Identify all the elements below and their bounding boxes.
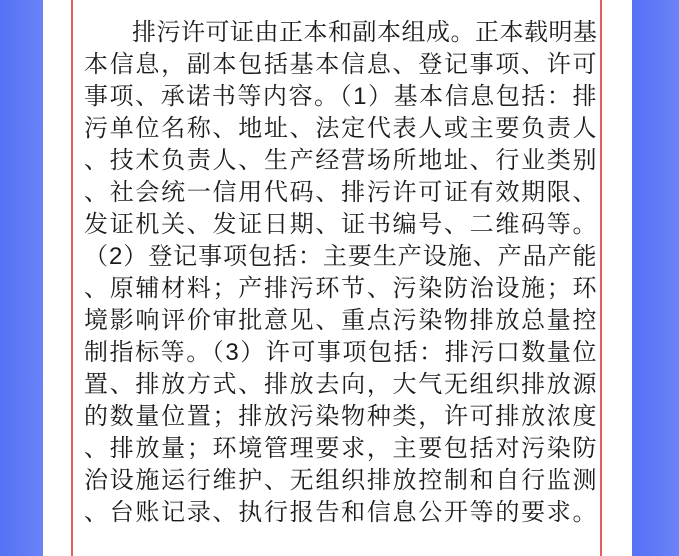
text-line: 、排放量；环境管理要求，主要包括对污染防	[84, 435, 597, 462]
text-line: 本信息，副本包括基本信息、登记事项、许可	[84, 51, 597, 78]
right-blue-bar	[632, 0, 679, 556]
text-line: 境影响评价审批意见、重点污染物排放总量控	[84, 307, 597, 334]
text-line: 污单位名称、地址、法定代表人或主要负责人	[84, 115, 597, 142]
text-line: 排污许可证由正本和副本组成。正本载明基	[132, 19, 598, 46]
text-line: 、原辅材料；产排污环节、污染防治设施；环	[84, 275, 597, 302]
text-line: （2）登记事项包括：主要生产设施、产品产能	[84, 243, 597, 270]
text-line: 、技术负责人、生产经营场所地址、行业类别	[84, 147, 597, 174]
text-line: 的数量位置；排放污染物种类，许可排放浓度	[84, 403, 597, 430]
text-line: 置、排放方式、排放去向，大气无组织排放源	[84, 371, 597, 398]
text-line: 、台账记录、执行报告和信息公开等的要求。	[84, 499, 597, 526]
left-red-border-line	[71, 0, 73, 556]
right-red-border-line	[600, 0, 602, 556]
text-line: 制指标等。（3）许可事项包括：排污口数量位	[84, 339, 597, 366]
text-line: 事项、承诺书等内容。（1）基本信息包括：排	[84, 83, 597, 110]
permit-description-paragraph	[84, 17, 597, 529]
left-blue-bar	[0, 0, 43, 556]
text-line: 发证机关、发证日期、证书编号、二维码等。	[84, 211, 597, 238]
text-line: 治设施运行维护、无组织排放控制和自行监测	[84, 467, 597, 494]
text-line: 、社会统一信用代码、排污许可证有效期限、	[84, 179, 597, 206]
